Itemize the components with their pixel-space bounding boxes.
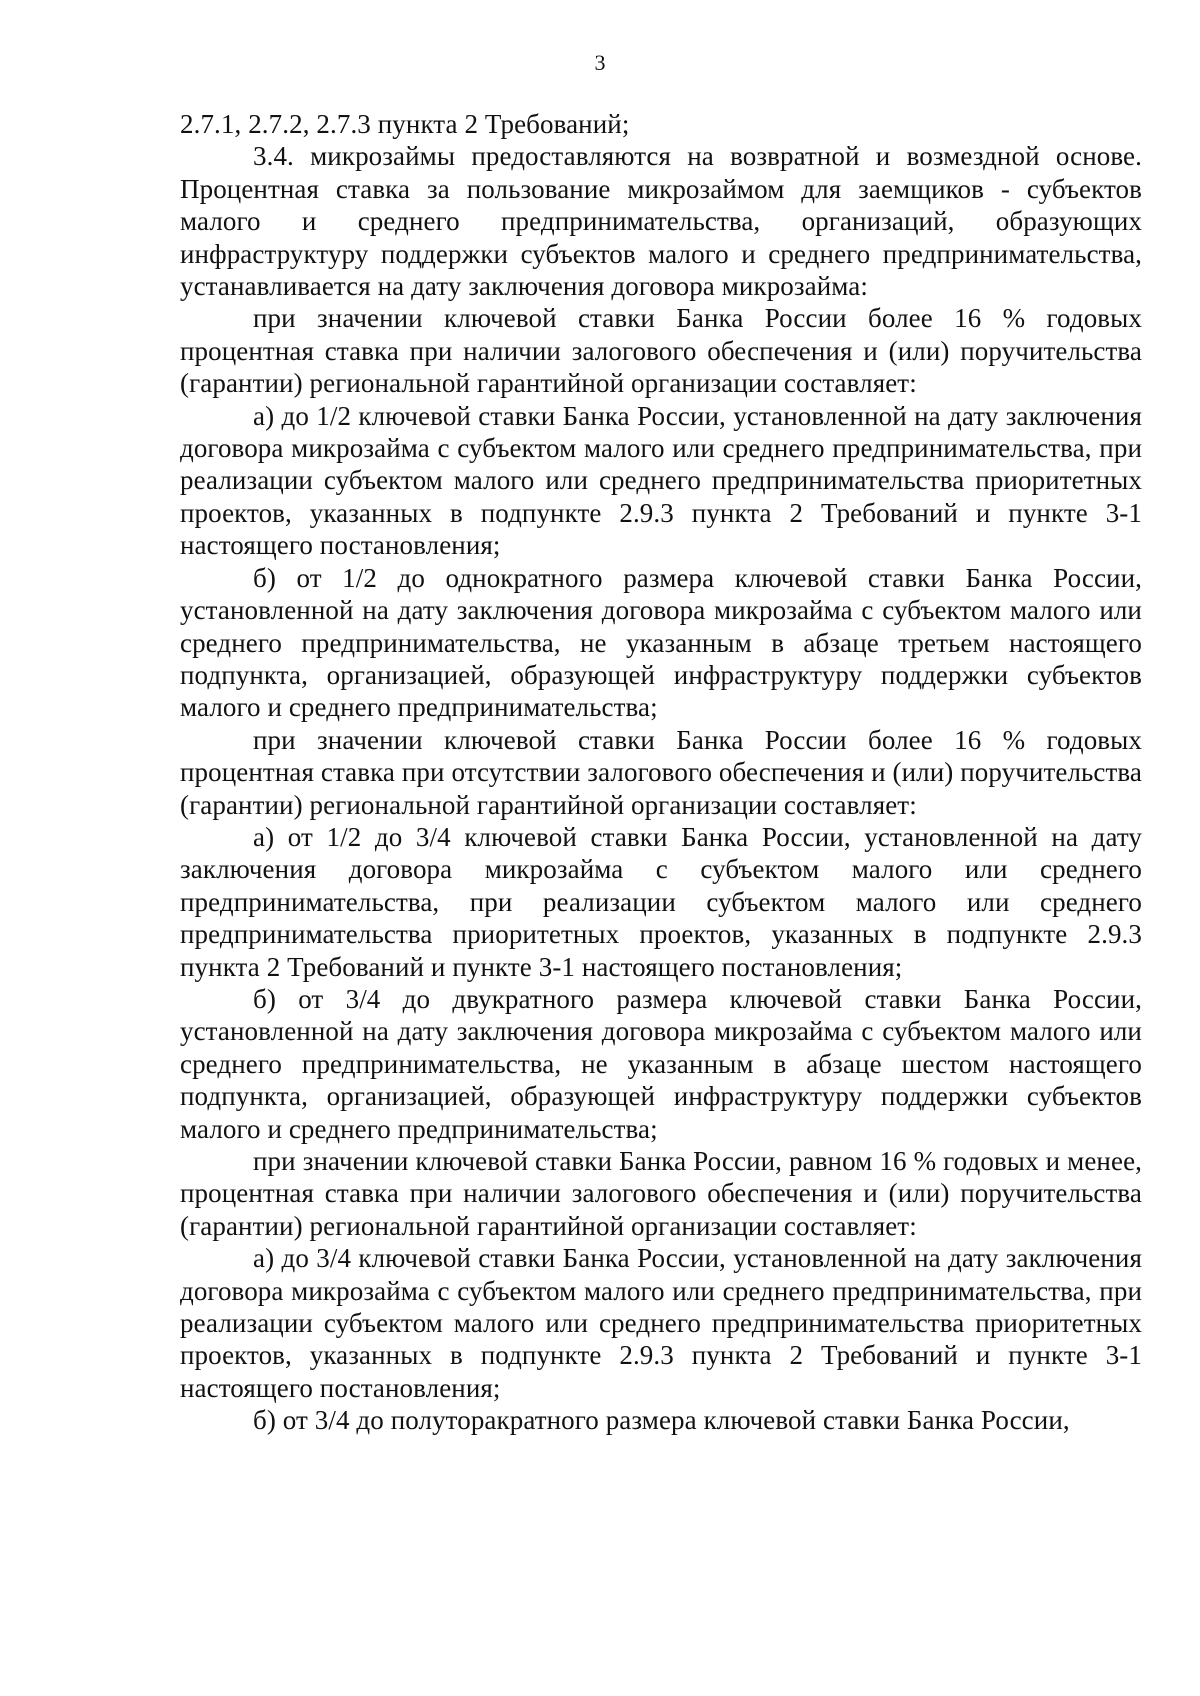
page-number: 3	[594, 50, 606, 75]
paragraph-continuation: 2.7.1, 2.7.2, 2.7.3 пункта 2 Требований;	[180, 109, 630, 139]
paragraph-item-b-3: б) от 3/4 до полуторакратного размера ключевой ставки Банка России,	[253, 1405, 1070, 1436]
paragraph-item-b-2: б) от 3/4 до двукратного размера ключевой ставки Банка России, установленной на дату заключения договора микрозайма с субъектом малого или среднего предпринимательства, не указанным в абзаце шестом настоящего подпункта, организацией, образующей инфраструктуру поддержки субъектов малого и среднего предпринимательства;	[180, 983, 1142, 1144]
paragraph-rate-over-16-secured: при значении ключевой ставки Банка России более 16 % годовых процентная ставка при наличии залогового обеспечения и (или) поручительства (гарантии) региональной гарантийной организации составляет:	[180, 303, 1142, 399]
paragraph-item-a-3: а) до 3/4 ключевой ставки Банка России, установленной на дату заключения договора микрозайма с субъектом малого или среднего предпринимательства, при реализации субъектом малого или среднего предпринимательства приоритетных проектов, указанных в подпункте 2.9.3 пункта 2 Требований и пункте 3-1 настоящего постановления;	[180, 1243, 1142, 1403]
paragraph-item-a-1: а) до 1/2 ключевой ставки Банка России, установленной на дату заключения договора микрозайма с субъектом малого или среднего предпринимательства, при реализации субъектом малого или среднего предпринимательства приоритетных проектов, указанных в подпункте 2.9.3 пункта 2 Требований и пункте 3-1 настоящего постановления;	[180, 400, 1142, 561]
paragraph-rate-16-or-less-secured: при значении ключевой ставки Банка России, равном 16 % годовых и менее, процентная ставка при наличии залогового обеспечения и (или) поручительства (гарантии) региональной гарантийной организации составляет:	[180, 1146, 1142, 1241]
document-body	[180, 108, 1142, 1437]
paragraph-rate-over-16-unsecured: при значении ключевой ставки Банка России более 16 % годовых процентная ставка при отсутствии залогового обеспечения и (или) поручительства (гарантии) региональной гарантийной организации составляет:	[180, 724, 1142, 820]
paragraph-item-b-1: б) от 1/2 до однократного размера ключевой ставки Банка России, установленной на дату заключения договора микрозайма с субъектом малого или среднего предпринимательства, не указанным в абзаце третьем настоящего подпункта, организацией, образующей инфраструктуру поддержки субъектов малого и среднего предпринимательства;	[180, 562, 1142, 723]
paragraph-item-a-2: а) от 1/2 до 3/4 ключевой ставки Банка России, установленной на дату заключения договора микрозайма с субъектом малого или среднего предпринимательства, при реализации субъектом малого или среднего предпринимательства приоритетных проектов, указанных в подпункте 2.9.3 пункта 2 Требований и пункте 3-1 настоящего постановления;	[180, 821, 1142, 982]
paragraph-3-4: 3.4. микрозаймы предоставляются на возвратной и возмездной основе. Процентная ставка за пользование микрозаймом для заемщиков - субъектов малого и среднего предпринимательства, организаций, образующих инфраструктуру поддержки субъектов малого и среднего предпринимательства, устанавливается на дату заключения договора микрозайма:	[180, 141, 1142, 302]
